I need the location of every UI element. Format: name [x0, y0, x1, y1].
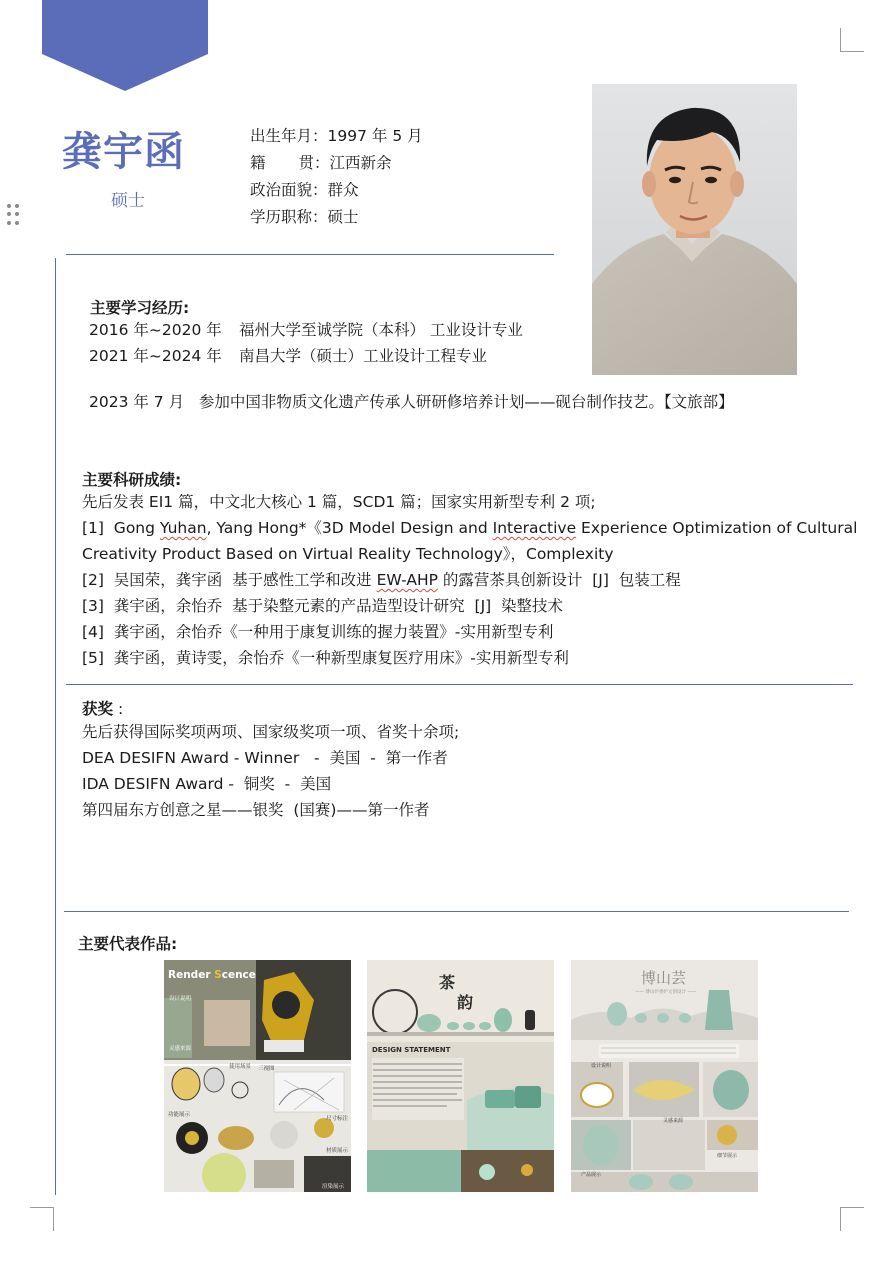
work-label: 使用场景	[229, 1064, 252, 1070]
research-title: 主要科研成绩:	[82, 471, 182, 489]
drag-handle-icon[interactable]	[7, 204, 19, 226]
crop-mark-bottom-right	[840, 1207, 864, 1231]
info-value: 江西新余	[329, 154, 392, 172]
work-label: 产品展示	[581, 1172, 602, 1178]
info-colon: ：	[314, 154, 330, 172]
info-label: 出生年月：	[250, 127, 328, 145]
design-statement-label: DESIGN STATEMENT	[372, 1046, 451, 1054]
education-detail: 福州大学至诚学院（本科） 工业设计专业	[239, 321, 523, 339]
publication-3: [3] 龚宇函，余怡乔 基于染整元素的产品造型设计研究 [J] 染整技术	[82, 597, 564, 615]
publication-2	[82, 567, 857, 593]
cha-yun-title-1: 茶	[439, 973, 456, 992]
awards-list	[82, 719, 459, 823]
work-label: 三视图	[258, 1066, 275, 1072]
info-value: 硕士	[327, 208, 359, 226]
research-summary: 先后发表 EI1 篇，中文北大核心 1 篇，SCD1 篇；国家实用新型专利 2 项;	[82, 493, 596, 511]
awards-title-colon: :	[113, 700, 124, 718]
publication-1	[82, 515, 857, 541]
crop-mark-top-right	[840, 28, 864, 52]
info-label: 学历职称：	[250, 208, 328, 226]
portfolio-render-scence	[164, 960, 351, 1192]
works-title: 主要代表作品:	[78, 935, 178, 953]
pennant-banner	[42, 0, 208, 92]
work-label: 功能展示	[168, 1112, 191, 1118]
spellcheck-word: Yuhan	[159, 519, 207, 537]
publication-5: [5] 龚宇函，黄诗雯，余怡乔《一种新型康复医疗用床》-实用新型专利	[82, 649, 569, 667]
education-years: 2021 年~2024 年	[89, 347, 222, 365]
publication-text: 的露营茶具创新设计 [J] 包装工程	[437, 571, 681, 589]
publication-4: [4] 龚宇函，余怡乔《一种用于康复训练的握力装置》-实用新型专利	[82, 623, 554, 641]
cha-yun-title-2: 韵	[457, 993, 474, 1012]
title-part: S	[214, 969, 222, 981]
portrait-photo	[592, 84, 797, 375]
header-divider	[66, 254, 554, 255]
work-label: 尺寸标注	[326, 1116, 349, 1122]
awards-title-text: 获奖	[82, 700, 114, 718]
personal-info	[250, 123, 423, 231]
award-item: DEA DESIFN Award - Winner - 美国 - 第一作者	[82, 749, 448, 767]
bo-shan-yun-title: 博山芸	[641, 969, 687, 987]
education-item	[89, 317, 523, 343]
portfolio-bo-shan-yun	[571, 960, 758, 1192]
work-label: 设计说明	[591, 1063, 612, 1069]
info-label-char: 籍	[250, 154, 266, 172]
education-years: 2016 年~2020 年	[89, 321, 222, 339]
info-label-char: 贯	[298, 154, 314, 172]
portfolio-cha-yun	[367, 960, 554, 1192]
work-label: 灵感来源	[169, 1046, 192, 1052]
bo-shan-yun-subtitle: —— 博山炉香炉文创设计 ——	[635, 990, 697, 995]
education-item	[89, 343, 523, 369]
publication-text: [1] Gong	[82, 519, 160, 537]
info-value: 群众	[327, 181, 359, 199]
resume-degree: 硕士	[111, 191, 145, 211]
work-label: 灵感来源	[663, 1118, 684, 1124]
resume-name: 龚宇函	[62, 129, 185, 175]
publication-text: [2] 吴国荣，龚宇函 基于感性工学和改进	[82, 571, 377, 589]
work-label: 设计说明	[169, 996, 192, 1002]
education-detail: 南昌大学（硕士）工业设计工程专业	[239, 347, 488, 365]
spellcheck-word: Interactive	[492, 519, 577, 537]
award-item: IDA DESIFN Award - 铜奖 - 美国	[82, 775, 332, 793]
training-experience: 2023 年 7 月 参加中国非物质文化遗产传承人研研修培养计划——砚台制作技艺。【文旅部】	[89, 393, 734, 411]
info-row-politics	[250, 177, 423, 204]
title-part: Render	[168, 969, 215, 981]
work-label: 材质展示	[326, 1148, 349, 1154]
info-row-native	[250, 150, 423, 177]
work-label: 渲染展示	[322, 1184, 345, 1190]
info-label: 政治面貌：	[250, 181, 328, 199]
awards-title	[82, 697, 123, 719]
research-divider	[66, 684, 853, 685]
crop-mark-bottom-left	[30, 1207, 54, 1231]
publication-text: Experience Optimization of Cultural	[576, 519, 858, 537]
education-title: 主要学习经历:	[90, 299, 190, 317]
award-item: 先后获得国际奖项两项、国家级奖项一项、省奖十余项;	[82, 723, 460, 741]
render-scence-title	[168, 969, 256, 981]
left-rule	[55, 258, 56, 1195]
title-part: cence	[221, 969, 256, 981]
awards-divider	[64, 911, 849, 912]
education-list	[89, 317, 523, 369]
research-list	[82, 489, 857, 671]
award-item: 第四届东方创意之星——银奖 (国赛)——第一作者	[82, 801, 430, 819]
info-value: 1997 年 5 月	[327, 127, 423, 145]
info-row-education	[250, 204, 423, 231]
spellcheck-word: EW-AHP	[376, 571, 438, 589]
publication-text: , Yang Hong*《3D Model Design and	[206, 519, 493, 537]
info-label	[250, 150, 314, 177]
work-label: 细节展示	[717, 1153, 738, 1159]
info-row-birth	[250, 123, 423, 150]
publication-1-line-2: Creativity Product Based on Virtual Reality Technology》，Complexity	[82, 545, 614, 563]
